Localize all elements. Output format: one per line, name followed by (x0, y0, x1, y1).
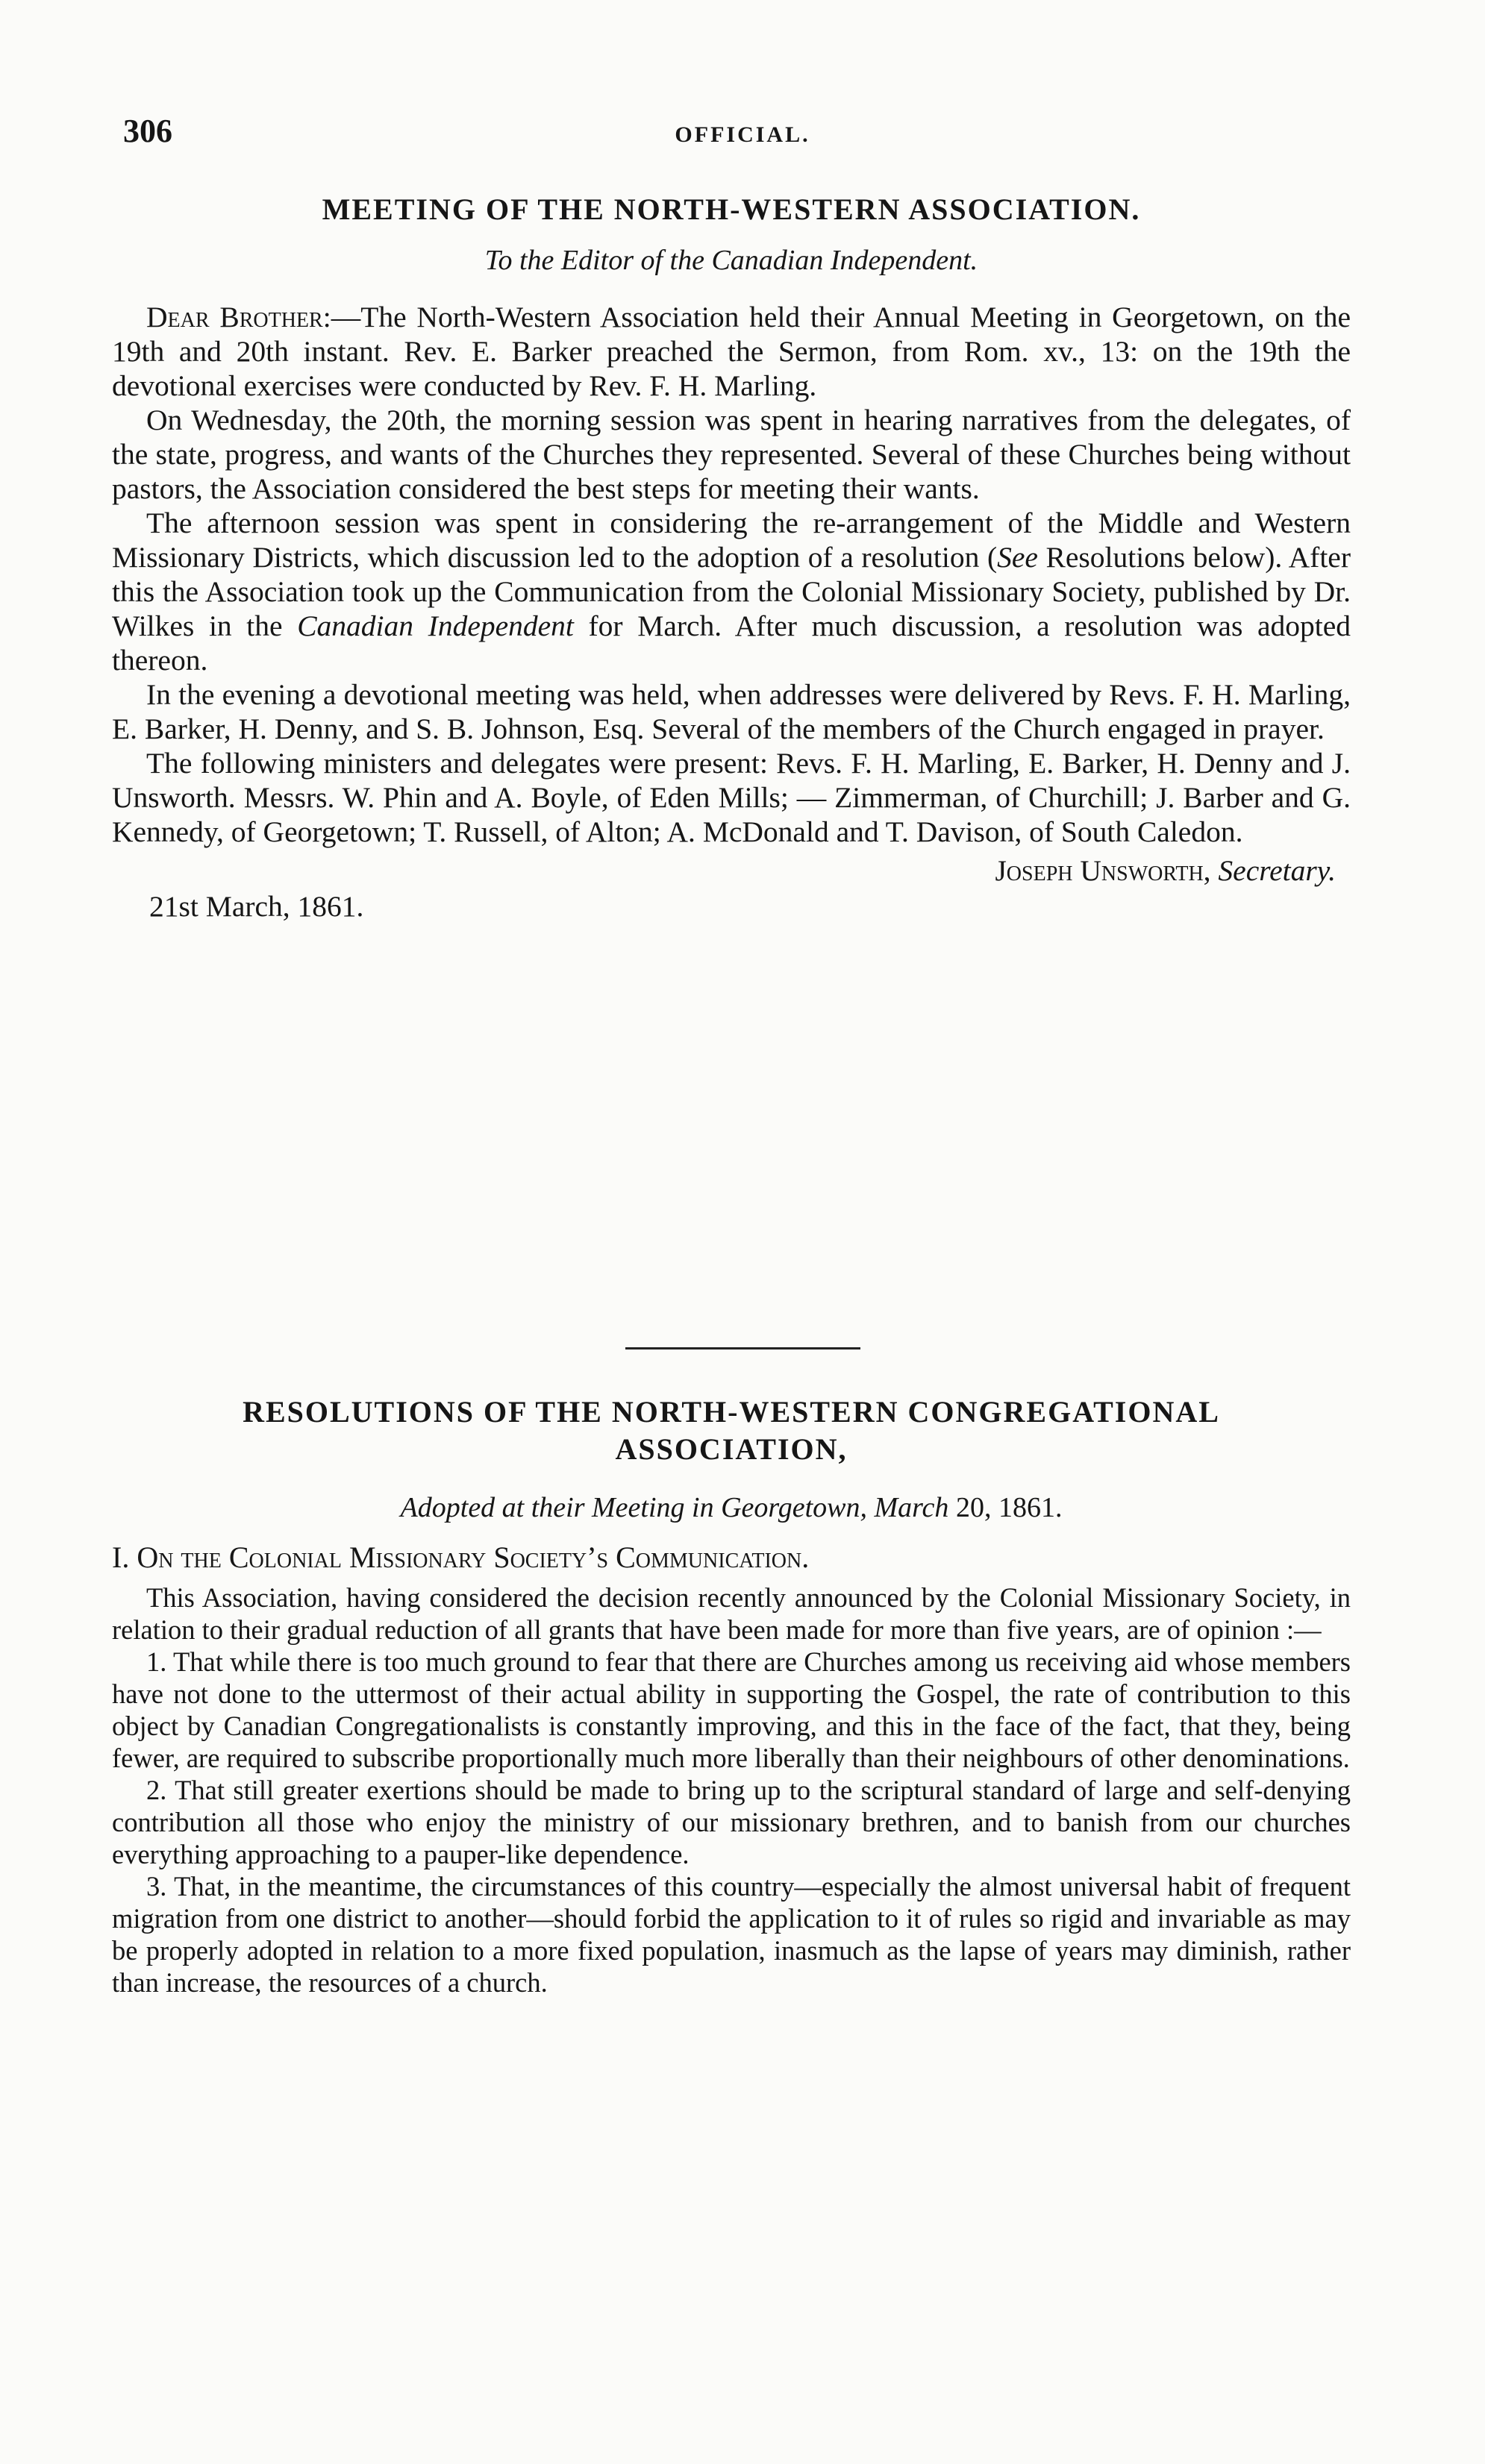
paragraph-text: :—The North-Western Association held their Annual Meeting in Georgetown, on the 19th and 20th instant. Rev. E. Barker preached the Sermon, from Rom. xv., 13: on the 19th the devotional exercises were conducted by Rev. F. H. Marling. (112, 301, 1351, 402)
paragraph-text: The afternoon session was spent in considering the re-arrangement of the Middle and Western Missionary Districts, which discussion led to the adoption of a resolution ( (112, 507, 1351, 574)
dateline: 21st March, 1861. (149, 890, 364, 923)
section-divider (0, 1347, 1485, 1349)
section-heading: I. On the Colonial Missionary Society’s Communication. (112, 1540, 810, 1574)
resolutions-body (112, 1581, 1351, 1999)
paragraph: In the evening a devotional meeting was held, when addresses were delivered by Revs. F. H. Marling, E. Barker, H. Denny, and S. B. Johnson, Esq. Several of the members of the Church engaged in prayer. (112, 678, 1351, 745)
italic-text: See (997, 541, 1038, 574)
article-body (112, 300, 1351, 849)
subtitle-date: 20, 1861. (948, 1492, 1063, 1523)
article-title-line: RESOLUTIONS OF THE NORTH-WESTERN CONGREGATIONAL (243, 1395, 1220, 1429)
journal-title: Canadian Independent (297, 609, 574, 642)
running-head: OFFICIAL. (675, 122, 810, 147)
divider-rule (625, 1347, 860, 1349)
article-resolutions (112, 1394, 1351, 1999)
resolution-item: 1. That while there is too much ground to fear that there are Churches among us receiving aid whose members have not done to the uttermost of their actual ability in supporting the Gospel, the rate of contribution to this object by Canadian Congregationalists is constantly improving, and this in the face of the fact, that they, being fewer, are required to subscribe proportionally much more liberally than their neighbours of other denominations. (112, 1646, 1351, 1773)
page-header (108, 112, 1377, 164)
subtitle-italic: Adopted at their Meeting in Georgetown, March (400, 1492, 949, 1523)
paragraph: The following ministers and delegates were present: Revs. F. H. Marling, E. Barker, H. Denny and J. Unsworth. Messrs. W. Phin and A. Boyle, of Eden Mills; — Zimmerman, of Churchill; J. Barber and G. Kennedy, of Georgetown; T. Russell, of Alton; A. McDonald and T. Davison, of South Caledon. (112, 747, 1351, 848)
resolution-item: 3. That, in the meantime, the circumstances of this country—especially the almost universal habit of frequent migration from one district to another—should forbid the application to it of rules so rigid and invariable as may be properly adopted in relation to a more fixed population, inasmuch as the lapse of years may diminish, rather than increase, the resources of a church. (112, 1871, 1351, 1998)
salutation: Dear Brother (146, 301, 323, 333)
paragraph: This Association, having considered the decision recently announced by the Colonial Missionary Society, in relation to their gradual reduction of all grants that have been made for more than five years, are of opinion :— (112, 1582, 1351, 1645)
article-subtitle (112, 1490, 1351, 1525)
article-title: MEETING OF THE NORTH-WESTERN ASSOCIATION. (322, 192, 1141, 226)
signature (995, 853, 1336, 888)
resolution-item: 2. That still greater exertions should be made to bring up to the scriptural standard of large and self-denying contribution all those who enjoy the ministry of our missionary brethren, and to banish from our churches everything approaching to a pauper-like dependence. (112, 1775, 1351, 1869)
signature-name: Joseph Unsworth, (995, 854, 1211, 887)
signature-title: Secretary. (1218, 854, 1336, 887)
paragraph (112, 300, 1351, 403)
paragraph (112, 506, 1351, 677)
article-meeting (112, 191, 1351, 931)
paragraph: On Wednesday, the 20th, the morning session was spent in hearing narratives from the delegates, of the state, progress, and wants of the Churches they represented. Several of these Churches being without pastors, the Association considered the best steps for meeting their wants. (112, 404, 1351, 505)
paragraph-text: Resolutions below). After this the Association took up the Communication from the Colonial Missionary Society, published by Dr. Wilkes in the (112, 541, 1351, 642)
paragraph-text: for March. After much discussion, a resolution was adopted thereon. (112, 609, 1351, 677)
signature-block (112, 849, 1351, 931)
article-subtitle: To the Editor of the Canadian Independent. (484, 245, 978, 276)
article-title-line: ASSOCIATION, (615, 1432, 848, 1466)
page-number: 306 (123, 113, 172, 149)
